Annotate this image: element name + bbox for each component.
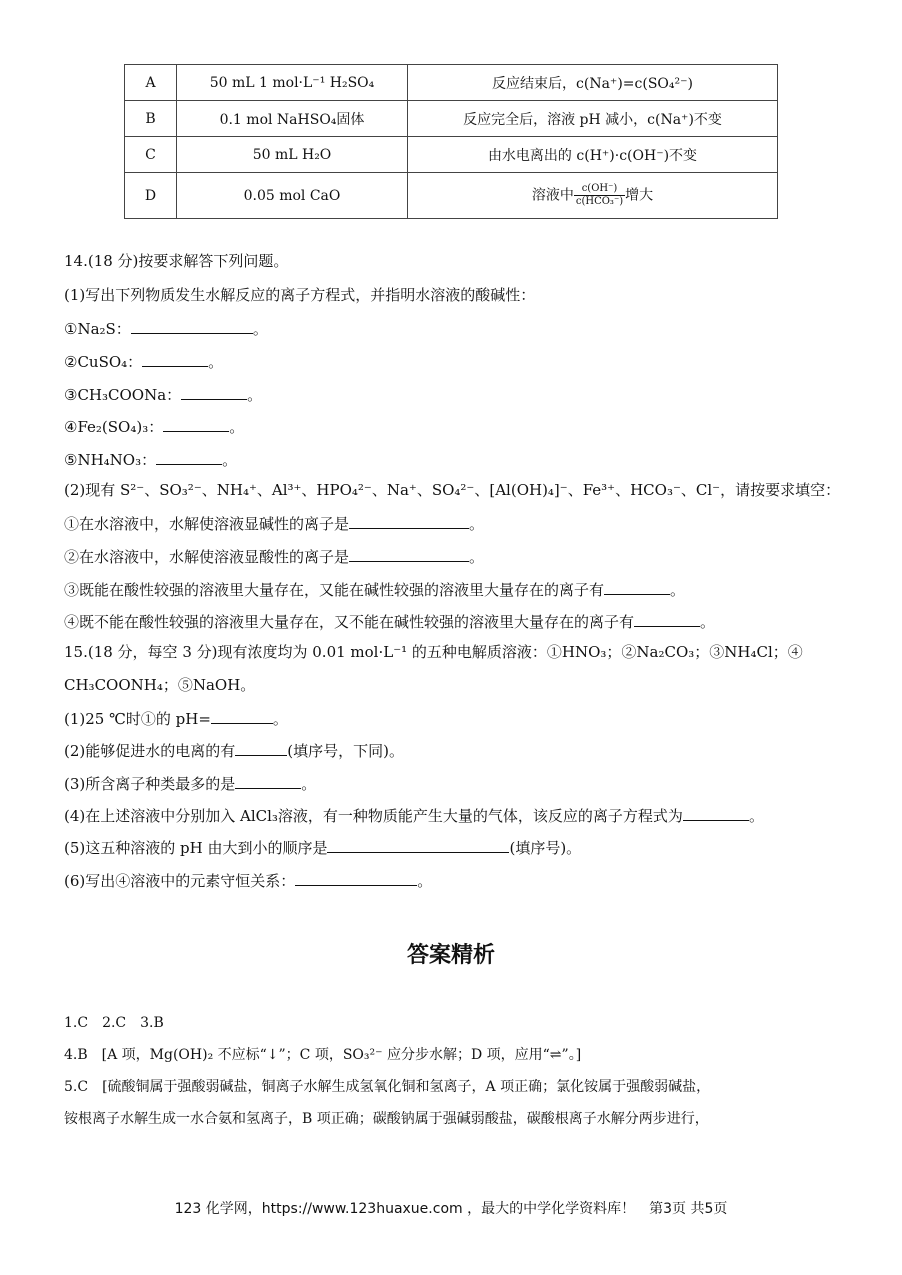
answer-line: 铵根离子水解生成一水合氨和氢离子，B 项正确；碳酸钠属于强碱弱酸盐，碳酸根离子水解分两步进行， xyxy=(64,1111,709,1127)
conclusion-suffix: 增大 xyxy=(625,187,654,204)
question-tail: 。 xyxy=(208,353,224,371)
question-tail: 。 xyxy=(222,451,238,469)
question-tail: 。 xyxy=(229,418,245,436)
conclusion-prefix: 溶液中 xyxy=(531,187,574,204)
options-table xyxy=(124,64,778,219)
table-row xyxy=(125,173,778,219)
question-line xyxy=(64,869,432,891)
question-text: ①在水溶液中，水解使溶液显碱性的离子是 xyxy=(64,515,350,533)
question-text: CH₃COONH₄；⑤NaOH。 xyxy=(64,676,256,694)
answer-blank[interactable] xyxy=(683,804,749,821)
fraction-denominator: c(HCO₃⁻) xyxy=(575,196,624,207)
question-line xyxy=(64,610,715,632)
question-tail: 。 xyxy=(247,386,263,404)
answer-line: 5.C [硫酸铜属于强酸弱碱盐，铜离子水解生成氢氧化铜和氢离子，A 项正确；氯化铵属于强酸弱碱盐， xyxy=(64,1079,711,1095)
answer-blank[interactable] xyxy=(131,317,253,334)
question-text: ③CH₃COONa： xyxy=(64,386,182,404)
question-text: (5)这五种溶液的 pH 由大到小的顺序是 xyxy=(64,839,328,857)
question-tail: 。 xyxy=(670,581,686,599)
question-line xyxy=(64,804,764,826)
row-label: A xyxy=(125,65,177,101)
question-text: (2)能够促进水的电离的有 xyxy=(64,742,236,760)
question-text: ⑤NH₄NO₃： xyxy=(64,451,157,469)
question-line xyxy=(64,317,268,339)
question-text: ④Fe₂(SO₄)₃： xyxy=(64,418,164,436)
row-reagent: 50 mL H₂O xyxy=(177,137,408,173)
question-line xyxy=(64,739,404,761)
answer-blank[interactable] xyxy=(235,739,287,756)
answer-line: 4.B [A 项，Mg(OH)₂ 不应标“↓”；C 项，SO₃²⁻ 应分步水解；D 项，应用“⇌”。] xyxy=(64,1047,582,1063)
question-line xyxy=(64,350,223,372)
question-tail: (填序号)。 xyxy=(509,839,582,857)
question-text: ①Na₂S： xyxy=(64,320,131,338)
page-footer: 123 化学网，https://www.123huaxue.com ，最大的中学化学资料库！ 第3页 共5页 xyxy=(174,1201,728,1217)
question-text: ②CuSO₄： xyxy=(64,353,143,371)
question-text: ④既不能在酸性较强的溶液里大量存在，又不能在碱性较强的溶液里大量存在的离子有 xyxy=(64,613,635,631)
question-line xyxy=(64,512,484,534)
question-line xyxy=(64,545,484,567)
answer-blank[interactable] xyxy=(295,869,417,886)
question-text: (2)现有 S²⁻、SO₃²⁻、NH₄⁺、Al³⁺、HPO₄²⁻、Na⁺、SO₄²⁻、[Al(OH)₄]⁻、Fe³⁺、HCO₃⁻、Cl⁻，请按要求填空： xyxy=(64,481,841,499)
question-text: (3)所含离子种类最多的是 xyxy=(64,775,236,793)
question-line xyxy=(64,285,535,305)
question-line xyxy=(64,251,288,271)
table-row xyxy=(125,65,778,101)
question-text: (6)写出④溶液中的元素守恒关系： xyxy=(64,872,296,890)
question-tail: 。 xyxy=(700,613,716,631)
answer-blank[interactable] xyxy=(211,707,273,724)
answer-blank[interactable] xyxy=(163,415,229,432)
answer-blank[interactable] xyxy=(604,578,670,595)
question-tail: 。 xyxy=(469,548,485,566)
question-line xyxy=(64,675,255,695)
row-conclusion xyxy=(408,173,778,219)
answer-blank[interactable] xyxy=(156,448,222,465)
question-line xyxy=(64,772,316,794)
question-text: (1)25 ℃时①的 pH= xyxy=(64,710,211,728)
question-tail: 。 xyxy=(417,872,433,890)
question-tail: 。 xyxy=(469,515,485,533)
question-line xyxy=(64,707,288,729)
answer-blank[interactable] xyxy=(327,836,509,853)
question-text: (1)写出下列物质发生水解反应的离子方程式，并指明水溶液的酸碱性： xyxy=(64,286,536,304)
question-line xyxy=(64,383,262,405)
row-label: B xyxy=(125,101,177,137)
row-conclusion: 由水电离出的 c(H⁺)·c(OH⁻)不变 xyxy=(408,137,778,173)
question-tail: 。 xyxy=(272,710,288,728)
answer-blank[interactable] xyxy=(235,772,301,789)
row-reagent: 0.05 mol CaO xyxy=(177,173,408,219)
question-line xyxy=(64,642,803,662)
question-tail: 。 xyxy=(301,775,317,793)
answer-blank[interactable] xyxy=(181,383,247,400)
question-text: ②在水溶液中，水解使溶液显酸性的离子是 xyxy=(64,548,350,566)
question-text: ③既能在酸性较强的溶液里大量存在，又能在碱性较强的溶液里大量存在的离子有 xyxy=(64,581,605,599)
question-line xyxy=(64,415,244,437)
answer-blank[interactable] xyxy=(349,545,469,562)
fraction xyxy=(574,183,625,208)
row-reagent: 0.1 mol NaHSO₄固体 xyxy=(177,101,408,137)
row-label: C xyxy=(125,137,177,173)
question-line xyxy=(64,836,581,858)
row-label: D xyxy=(125,173,177,219)
table-row xyxy=(125,101,778,137)
question-tail: (填序号，下同)。 xyxy=(287,742,404,760)
question-line xyxy=(64,448,237,470)
answer-blank[interactable] xyxy=(634,610,700,627)
row-conclusion: 反应完全后，溶液 pH 减小，c(Na⁺)不变 xyxy=(408,101,778,137)
answer-blank[interactable] xyxy=(142,350,208,367)
question-tail: 。 xyxy=(748,807,764,825)
answer-blank[interactable] xyxy=(349,512,469,529)
question-text: 15.(18 分，每空 3 分)现有浓度均为 0.01 mol·L⁻¹ 的五种电解质溶液：①HNO₃；②Na₂CO₃；③NH₄Cl；④ xyxy=(64,643,803,661)
table-row xyxy=(125,137,778,173)
answer-line: 1.C 2.C 3.B xyxy=(64,1015,164,1031)
question-line xyxy=(64,578,685,600)
fraction-numerator: c(OH⁻) xyxy=(574,183,625,196)
question-line xyxy=(64,480,840,500)
row-reagent: 50 mL 1 mol·L⁻¹ H₂SO₄ xyxy=(177,65,408,101)
row-conclusion: 反应结束后，c(Na⁺)=c(SO₄²⁻) xyxy=(408,65,778,101)
question-tail: 。 xyxy=(252,320,268,338)
question-text: 14.(18 分)按要求解答下列问题。 xyxy=(64,252,289,270)
answer-section-title: 答案精析 xyxy=(406,943,495,968)
question-text: (4)在上述溶液中分别加入 AlCl₃溶液，有一种物质能产生大量的气体，该反应的离子方程式为 xyxy=(64,807,683,825)
